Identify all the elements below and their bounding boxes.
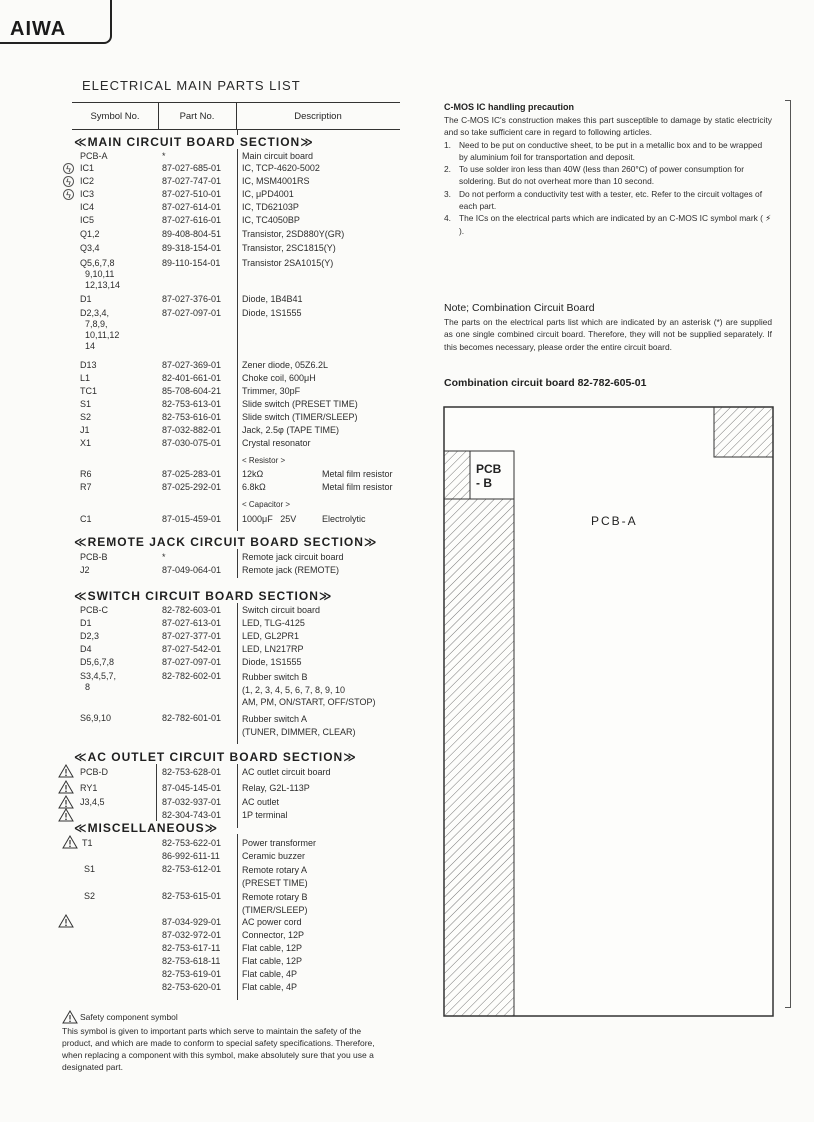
note-text: The parts on the electrical parts list which are indicated by an asterisk (*) are supplied as one single combined circuit board. Therefore, they will not be supplied separately. If this becomes necessary, please order the entire circuit board. <box>444 317 772 352</box>
parts-row-description: Slide switch (TIMER/SLEEP) <box>242 412 358 422</box>
section-heading-ac: ≪AC OUTLET CIRCUIT BOARD SECTION≫ <box>74 750 357 764</box>
section-heading-switch: ≪SWITCH CIRCUIT BOARD SECTION≫ <box>74 589 333 603</box>
parts-row-description: 6.8kΩ <box>242 482 266 492</box>
parts-row-symbol: R6 <box>80 469 92 479</box>
parts-row-description: Crystal resonator <box>242 438 311 448</box>
parts-row-part: 85-708-604-21 <box>162 386 222 396</box>
parts-row-symbol: D13 <box>80 360 97 370</box>
list-item: 3. Do not perform a conductivity test with a tester, etc. Refer to the circuit voltages of each part. <box>444 188 763 212</box>
parts-row-part: 87-027-510-01 <box>162 189 222 199</box>
parts-row-part: 87-027-376-01 <box>162 294 222 304</box>
parts-row-description: IC, TC4050BP <box>242 215 300 225</box>
hatched-area <box>444 499 514 1016</box>
list-item: 4. The ICs on the electrical parts which are indicated by an C-MOS IC symbol mark ( ⚡ ). <box>444 213 772 236</box>
list-item: 1. Need to be put on conductive sheet, to be put in a metallic box and to be wrapped by aluminium foil for transportation and deposit. <box>444 139 763 162</box>
parts-row-part: 82-753-615-01 <box>162 891 222 901</box>
parts-row-description: Flat cable, 12P <box>242 943 303 953</box>
safety-warning-icon <box>58 795 74 809</box>
margin-bracket <box>790 100 791 1008</box>
parts-row-symbol: IC2 <box>80 176 95 186</box>
parts-row-symbol: D1 <box>80 294 92 304</box>
parts-row-description: Remote jack (REMOTE) <box>242 565 340 575</box>
parts-row-symbol: T1 <box>82 838 93 848</box>
parts-row-symbol: J3,4,5 <box>80 797 105 807</box>
note-heading: Note; Combination Circuit Board <box>444 302 595 314</box>
parts-row-symbol: L1 <box>80 373 91 383</box>
hatched-area <box>444 451 470 499</box>
parts-row-part: 87-027-616-01 <box>162 215 222 225</box>
parts-row-symbol: S6,9,10 <box>80 713 112 723</box>
safety-note-title: Safety component symbol <box>80 1012 178 1022</box>
parts-row-symbol: D5,6,7,8 <box>80 657 115 667</box>
parts-row-part: 87-027-613-01 <box>162 618 222 628</box>
parts-row-part: 87-025-283-01 <box>162 469 222 479</box>
hatched-area <box>714 407 773 457</box>
parts-row-symbol: R7 <box>80 482 92 492</box>
parts-row-part: 87-015-459-01 <box>162 514 222 524</box>
parts-row-description: Remote rotary B (TIMER/SLEEP) <box>242 892 308 915</box>
page-title: ELECTRICAL MAIN PARTS LIST <box>82 78 301 93</box>
safety-warning-icon <box>58 764 74 778</box>
parts-row-description: LED, GL2PR1 <box>242 631 300 641</box>
parts-row-note: Metal film resistor <box>322 482 393 492</box>
parts-row-description: Remote jack circuit board <box>242 552 344 562</box>
section-heading-misc: ≪MISCELLANEOUS≫ <box>74 821 219 835</box>
parts-row-description: Transistor 2SA1015(Y) <box>242 258 334 268</box>
parts-row-description: IC, μPD4001 <box>242 189 294 199</box>
parts-row-description: Trimmer, 30pF <box>242 386 301 396</box>
parts-row-symbol: Q3,4 <box>80 243 100 253</box>
parts-row-part: 82-753-613-01 <box>162 399 222 409</box>
parts-row-part: 82-753-612-01 <box>162 864 222 874</box>
parts-row-part: 82-753-619-01 <box>162 969 222 979</box>
parts-row-part: 87-027-542-01 <box>162 644 222 654</box>
parts-row-note: Metal film resistor <box>322 469 393 479</box>
parts-row-symbol: PCB-D <box>80 767 109 777</box>
parts-row-description: 12kΩ <box>242 469 264 479</box>
parts-row-part: * <box>162 552 166 562</box>
combination-note <box>444 302 772 353</box>
parts-row-description: IC, TCP-4620-5002 <box>242 163 320 173</box>
parts-row-part: 87-034-929-01 <box>162 917 222 927</box>
parts-row-part: 87-027-097-01 <box>162 308 222 318</box>
cmos-intro: The C-MOS IC's construction makes this part susceptible to damage by static electricity and so take sufficient care in regard to following articles. <box>444 115 772 138</box>
safety-note <box>62 1012 392 1073</box>
parts-row-description: Slide switch (PRESET TIME) <box>242 399 358 409</box>
parts-row-part: 87-032-882-01 <box>162 425 222 435</box>
parts-row-part: 82-753-620-01 <box>162 982 222 992</box>
parts-row-description: Rubber switch B (1, 2, 3, 4, 5, 6, 7, 8, 9, 10 AM, PM, ON/START, OFF/STOP) <box>242 672 376 707</box>
cmos-list <box>444 139 772 237</box>
parts-row-symbol: C1 <box>80 514 92 524</box>
bracket-tick <box>785 1007 791 1008</box>
capacitor-subheading: < Capacitor > <box>242 500 291 509</box>
parts-row-symbol: S1 <box>80 399 92 409</box>
parts-row-description: Connector, 12P <box>242 930 305 940</box>
parts-row-description: Flat cable, 4P <box>242 969 298 979</box>
column-rule <box>237 129 238 531</box>
safety-warning-icon <box>62 1010 78 1024</box>
parts-row-description: Main circuit board <box>242 151 314 161</box>
column-header-description: Description <box>294 111 342 122</box>
parts-row-part: 87-027-685-01 <box>162 163 222 173</box>
parts-row-part: 87-049-064-01 <box>162 565 222 575</box>
parts-row-part: 86-992-611-11 <box>162 851 220 861</box>
parts-row-description: Diode, 1S1555 <box>242 308 302 318</box>
parts-row-symbol: RY1 <box>80 783 98 793</box>
parts-row-symbol: J2 <box>80 565 90 575</box>
parts-row-symbol: IC5 <box>80 215 95 225</box>
parts-row-symbol: D2,3 <box>80 631 100 641</box>
parts-row-part: 87-030-075-01 <box>162 438 222 448</box>
parts-row-description: AC power cord <box>242 917 302 927</box>
column-rule <box>237 834 238 1000</box>
section-heading-remote: ≪REMOTE JACK CIRCUIT BOARD SECTION≫ <box>74 535 378 549</box>
parts-row-description: Zener diode, 05Z6.2L <box>242 360 329 370</box>
parts-row-symbol: IC1 <box>80 163 95 173</box>
parts-row-part: 87-027-614-01 <box>162 202 222 212</box>
parts-row-description: Flat cable, 12P <box>242 956 303 966</box>
column-rule <box>237 764 238 828</box>
parts-row-symbol: D4 <box>80 644 92 654</box>
parts-row-description: IC, TD62103P <box>242 202 299 212</box>
parts-row-part: 82-782-601-01 <box>162 713 222 723</box>
parts-row-part: 87-027-369-01 <box>162 360 222 370</box>
parts-row-symbol: IC4 <box>80 202 95 212</box>
parts-row-description: Transistor, 2SD880Y(GR) <box>242 229 345 239</box>
parts-row-part: 87-027-097-01 <box>162 657 222 667</box>
parts-row-symbol: PCB-A <box>80 151 108 161</box>
parts-row-symbol: X1 <box>80 438 92 448</box>
safety-warning-icon <box>62 835 78 849</box>
safety-note-text: This symbol is given to important parts which serve to maintain the safety of the product, and which are made to conform to special safety specifications. Therefore, when replacing a component with this symbol, make absolutely sure that you use a designated part. <box>62 1026 375 1072</box>
parts-row-description: Diode, 1B4B41 <box>242 294 303 304</box>
parts-row-part: 82-401-661-01 <box>162 373 222 383</box>
column-rule <box>156 764 157 828</box>
column-header-symbol: Symbol No. <box>90 111 140 122</box>
parts-row-part: * <box>162 151 166 161</box>
cmos-heading: C-MOS IC handling precaution <box>444 102 574 112</box>
table-header-rule <box>72 129 400 130</box>
cmos-precaution <box>444 102 772 237</box>
parts-row-part: 89-318-154-01 <box>162 243 222 253</box>
column-rule <box>237 602 238 744</box>
parts-row-description: 1P terminal <box>242 810 288 820</box>
parts-row-symbol: S1 <box>84 864 96 874</box>
parts-row-symbol: IC3 <box>80 189 95 199</box>
parts-row-description: Jack, 2.5φ (TAPE TIME) <box>242 425 340 435</box>
bracket-tick <box>785 100 791 101</box>
column-header-part: Part No. <box>179 111 215 122</box>
parts-row-part: 89-408-804-51 <box>162 229 222 239</box>
parts-row-part: 87-045-145-01 <box>162 783 222 793</box>
parts-row-description: Remote rotary A (PRESET TIME) <box>242 865 308 888</box>
pcb-a-label: PCB-A <box>591 514 638 528</box>
section-heading-main: ≪MAIN CIRCUIT BOARD SECTION≫ <box>74 135 314 149</box>
parts-row-description: Rubber switch A (TUNER, DIMMER, CLEAR) <box>242 714 356 737</box>
combination-board-title: Combination circuit board 82-782-605-01 <box>444 377 647 389</box>
parts-row-symbol: S2 <box>84 891 96 901</box>
parts-row-symbol: Q1,2 <box>80 229 100 239</box>
parts-row-symbol: D2,3,4, 7,8,9, 10,11,12 14 <box>80 308 120 351</box>
safety-warning-icon <box>58 808 74 822</box>
parts-row-part: 82-753-618-11 <box>162 956 221 966</box>
parts-row-part: 87-027-747-01 <box>162 176 222 186</box>
safety-warning-icon <box>58 780 74 794</box>
parts-row-symbol: S3,4,5,7, 8 <box>80 671 117 692</box>
parts-row-description: LED, TLG-4125 <box>242 618 305 628</box>
parts-row-description: IC, MSM4001RS <box>242 176 310 186</box>
safety-warning-icon <box>58 914 74 928</box>
parts-row-part: 82-753-617-11 <box>162 943 221 953</box>
parts-row-description: AC outlet circuit board <box>242 767 331 777</box>
parts-row-note: Electrolytic <box>322 514 366 524</box>
parts-row-description: Transistor, 2SC1815(Y) <box>242 243 336 253</box>
cmos-ic-icon: ϟ <box>63 176 74 187</box>
parts-row-description: Power transformer <box>242 838 317 848</box>
parts-row-description: Relay, G2L-113P <box>242 783 310 793</box>
parts-row-part: 89-110-154-01 <box>162 258 221 268</box>
parts-row-description: Switch circuit board <box>242 605 321 615</box>
parts-row-symbol: Q5,6,7,8 9,10,11 12,13,14 <box>80 258 121 290</box>
parts-row-part: 82-753-628-01 <box>162 767 222 777</box>
parts-row-part: 82-753-622-01 <box>162 838 222 848</box>
combination-board-diagram <box>443 406 775 1018</box>
parts-row-part: 87-025-292-01 <box>162 482 222 492</box>
parts-row-part: 82-753-616-01 <box>162 412 222 422</box>
parts-row-symbol: TC1 <box>80 386 98 396</box>
parts-row-description: Diode, 1S1555 <box>242 657 302 667</box>
parts-row-description: AC outlet <box>242 797 280 807</box>
brand-logo: AIWA <box>10 18 67 40</box>
parts-row-description: Flat cable, 4P <box>242 982 298 992</box>
cmos-ic-icon: ϟ <box>63 163 74 174</box>
parts-row-description: Choke coil, 600μH <box>242 373 316 383</box>
cmos-ic-icon: ϟ <box>63 189 74 200</box>
resistor-subheading: < Resistor > <box>242 456 286 465</box>
parts-row-description: LED, LN217RP <box>242 644 304 654</box>
pcb-b-label: PCB - B <box>476 462 502 490</box>
parts-row-part: 87-032-972-01 <box>162 930 222 940</box>
parts-row-description: 1000μF 25V <box>242 514 297 524</box>
list-item: 2. To use solder iron less than 40W (less than 260°C) of power consumption for soldering. But do not overheat more than 10 second. <box>444 164 744 187</box>
parts-row-part: 82-782-602-01 <box>162 671 222 681</box>
parts-row-part: 87-027-377-01 <box>162 631 222 641</box>
parts-row-symbol: S2 <box>80 412 92 422</box>
parts-row-part: 82-782-603-01 <box>162 605 222 615</box>
parts-row-description: Ceramic buzzer <box>242 851 306 861</box>
parts-row-part: 87-032-937-01 <box>162 797 222 807</box>
parts-row-symbol: D1 <box>80 618 92 628</box>
parts-row-part: 82-304-743-01 <box>162 810 222 820</box>
parts-row-symbol: PCB-C <box>80 605 109 615</box>
parts-row-symbol: PCB-B <box>80 552 108 562</box>
parts-row-symbol: J1 <box>80 425 90 435</box>
column-rule <box>237 548 238 578</box>
